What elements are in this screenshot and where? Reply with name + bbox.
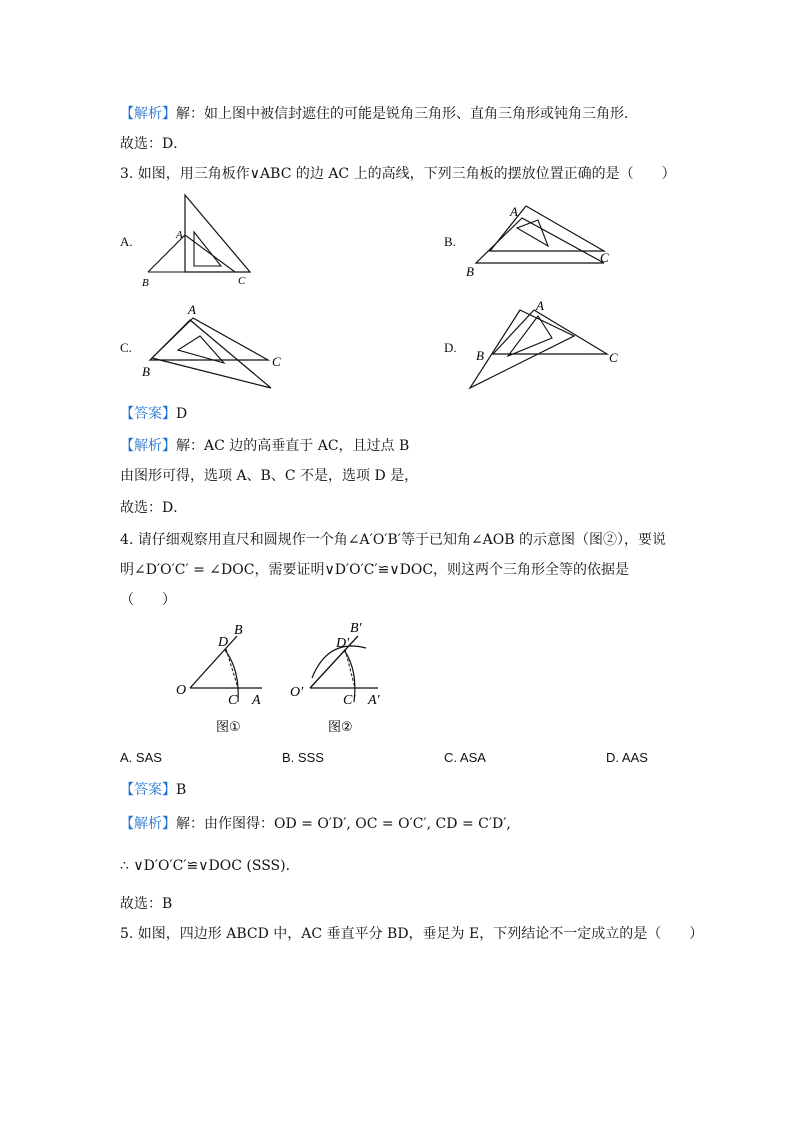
label-b: B xyxy=(234,623,243,638)
q4-choice-a: A. SAS xyxy=(120,750,162,765)
label-a-prime: A′ xyxy=(368,693,380,708)
q3-answer xyxy=(120,404,187,424)
q3-option-c-label: C. xyxy=(120,340,132,355)
figure-2-caption: 图② xyxy=(328,720,353,735)
analysis-tag: 【解析】 xyxy=(120,106,176,122)
analysis-tag: 【解析】 xyxy=(120,438,176,454)
q4-conclusion: ∴ ∨D′O′C′≌∨DOC (SSS)． xyxy=(120,858,300,874)
analysis-tag: 【解析】 xyxy=(120,816,176,832)
q3-analysis-line2: 由图形可得，选项 A、B、C 不是，选项 D 是， xyxy=(120,468,419,484)
label-d-prime: D′ xyxy=(336,636,350,651)
label-c: C xyxy=(272,354,281,369)
label-a: A xyxy=(252,693,261,708)
q4-choice: 故选：B xyxy=(120,896,173,912)
q5-stem: 5. 如图，四边形 ABCD 中，AC 垂直平分 BD，垂足为 E，下列结论不一定成立的是（ ） xyxy=(120,926,704,942)
label-a: A xyxy=(176,229,183,241)
label-c: C xyxy=(238,275,246,287)
label-b-prime: B′ xyxy=(350,621,362,636)
label-b: B xyxy=(466,264,474,279)
q4-choice-b: B. SSS xyxy=(282,750,324,765)
analysis-text: 解：AC 边的高垂直于 AC，且过点 B xyxy=(176,438,410,454)
label-c-prime: C′ xyxy=(343,693,356,708)
label-a: A xyxy=(188,302,196,317)
label-d: D xyxy=(218,635,229,650)
label-a: A xyxy=(536,298,544,313)
q3-figure-d xyxy=(462,296,622,392)
q3-figure-b xyxy=(462,196,622,282)
answer-tag: 【答案】 xyxy=(120,406,176,422)
q4-answer xyxy=(120,780,186,800)
figure-1-caption: 图① xyxy=(216,720,241,735)
analysis-text: 解：如上图中被信封遮住的可能是锐角三角形、直角三角形或钝角三角形． xyxy=(176,106,638,122)
analysis-text: 解：由作图得：OD = O′D′, OC = O′C′, CD = C′D′, xyxy=(176,816,511,832)
label-b: B xyxy=(142,364,150,379)
q4-figure-1 xyxy=(170,618,270,738)
label-b: B xyxy=(476,348,484,363)
label-c: C xyxy=(600,250,609,265)
label-b: B xyxy=(142,277,149,289)
q4-stem-line3: （ ） xyxy=(120,592,176,608)
label-c: C xyxy=(228,693,238,708)
label-o: O xyxy=(176,683,187,698)
q4-analysis xyxy=(120,814,511,834)
answer-value: B xyxy=(176,782,187,798)
q3-option-b-label: B. xyxy=(444,234,456,249)
label-a: A xyxy=(510,204,518,219)
q3-figure-a xyxy=(138,190,258,290)
answer-value: D xyxy=(176,406,188,422)
q4-choice-d: D. AAS xyxy=(606,750,648,765)
q4-stem-line2: 明∠D′O′C′ = ∠DOC，需要证明∨D′O′C′≌∨DOC，则这两个三角形全等的依据是 xyxy=(120,562,630,578)
q3-choice: 故选：D． xyxy=(120,500,188,516)
q3-option-a-label: A. xyxy=(120,234,133,249)
q4-stem-line1: 4. 请仔细观察用直尺和圆规作一个角∠A′O′B′等于已知角∠AOB 的示意图（图②），要说 xyxy=(120,532,667,548)
q3-figure-c xyxy=(138,300,298,390)
answer-tag: 【答案】 xyxy=(120,782,176,798)
q3-option-d-label: D. xyxy=(444,340,457,355)
prev-choice: 故选：D． xyxy=(120,136,188,152)
q3-analysis xyxy=(120,436,409,456)
q3-stem: 3. 如图，用三角板作∨ABC 的边 AC 上的高线，下列三角板的摆放位置正确的是（ ） xyxy=(120,166,676,182)
label-o-prime: O′ xyxy=(290,685,304,700)
q4-choice-c: C. ASA xyxy=(444,750,486,765)
prev-analysis xyxy=(120,104,638,124)
q4-figure-2 xyxy=(288,618,398,738)
label-c: C xyxy=(609,350,618,365)
